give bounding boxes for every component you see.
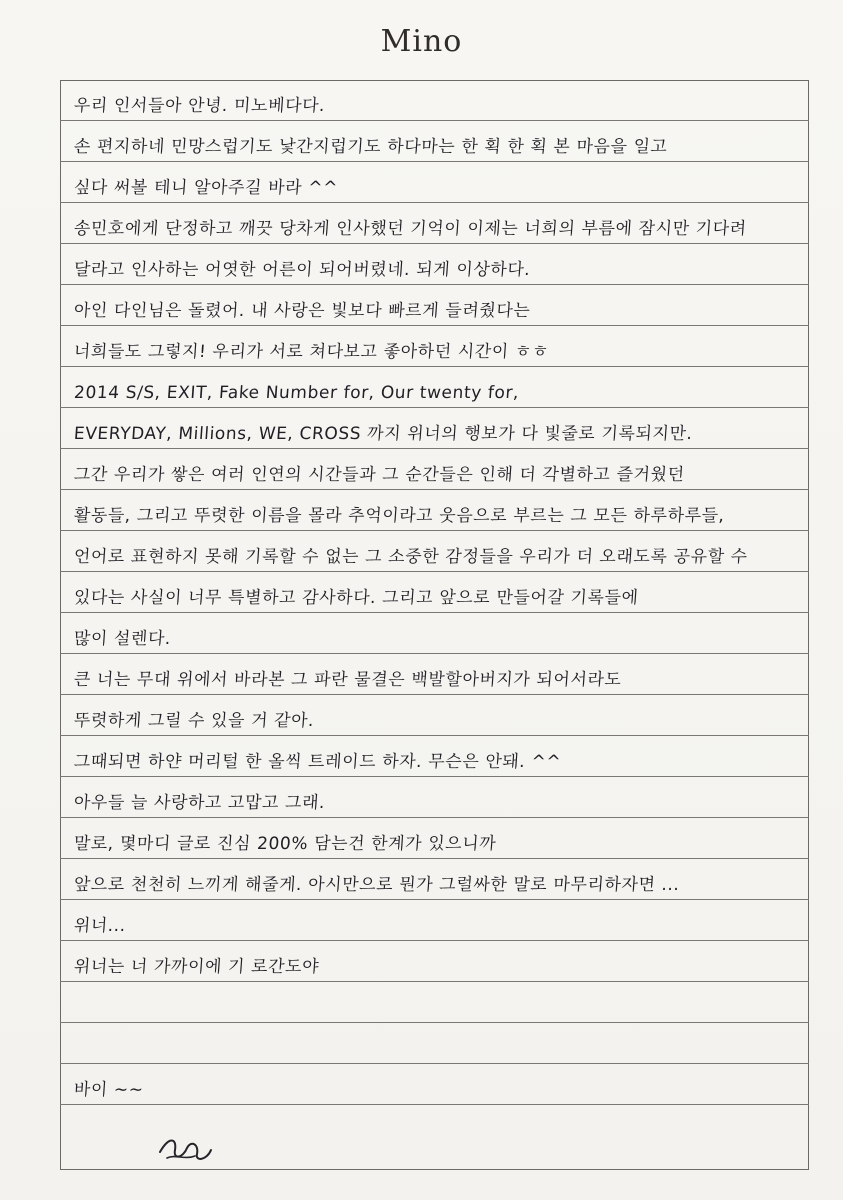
- letter-line: [60, 695, 809, 736]
- signature-icon: [155, 1124, 215, 1169]
- letter-line: [60, 900, 809, 941]
- letter-line: [60, 162, 809, 203]
- letter-line: [60, 736, 809, 777]
- page-title: Mino: [380, 24, 463, 59]
- letter-line-text: 너희들도 그렇지! 우리가 서로 쳐다보고 좋아하던 시간이 ㅎㅎ: [73, 342, 550, 362]
- letter-line-text: 앞으로 천천히 느끼게 해줄게. 아시만으로 뭔가 그럴싸한 말로 마무리하자면 ...: [73, 875, 681, 895]
- letter-line-text: 싶다 써볼 테니 알아주길 바라 ^^: [73, 178, 339, 198]
- letter-line-text: 언어로 표현하지 못해 기록할 수 없는 그 소중한 감정들을 우리가 더 오래도록 공유할 수: [73, 547, 749, 567]
- letter-line: [60, 367, 809, 408]
- letter-line-text: 그간 우리가 쌓은 여러 인연의 시간들과 그 순간들은 인해 더 각별하고 즐거웠던: [73, 465, 686, 485]
- letter-line-text: 우리 인서들아 안녕. 미노베다다.: [73, 96, 326, 116]
- letter-line: [60, 244, 809, 285]
- letter-line: [60, 941, 809, 982]
- letter-line: [60, 1064, 809, 1105]
- letter-line-text: 달라고 인사하는 어엿한 어른이 되어버렸네. 되게 이상하다.: [73, 260, 532, 280]
- letter-line-text: 뚜렷하게 그릴 수 있을 거 같아.: [73, 711, 315, 731]
- letter-line: [60, 982, 809, 1023]
- letter-line-text: 아우들 늘 사랑하고 고맙고 그래.: [73, 793, 326, 813]
- letter-line: [60, 490, 809, 531]
- letter-line: [60, 613, 809, 654]
- letter-line: [60, 777, 809, 818]
- letter-line: [60, 1023, 809, 1064]
- letter-line: [60, 654, 809, 695]
- letter-line: [60, 818, 809, 859]
- letter-line-text: 위너는 너 가까이에 기 로간도야: [73, 957, 320, 977]
- letter-line-text: 2014 S/S, EXIT, Fake Number for, Our twenty for,: [73, 383, 520, 403]
- letter-line-text: 말로, 몇마디 글로 진심 200% 담는건 한계가 있으니까: [73, 834, 497, 854]
- letter-line: [60, 326, 809, 367]
- letter-line-text: 많이 설렌다.: [73, 629, 172, 649]
- letter-line-text: 아인 다인님은 돌렸어. 내 사랑은 빛보다 빠르게 들려줬다는: [73, 301, 532, 321]
- letter-line: [60, 449, 809, 490]
- letter-line-text: 손 편지하네 민망스럽기도 낯간지럽기도 하다마는 한 획 한 획 본 마음을 일고: [73, 137, 669, 157]
- letter-line: [60, 121, 809, 162]
- letter-line: [60, 203, 809, 244]
- letter-line: [60, 859, 809, 900]
- letter-line: [60, 408, 809, 449]
- letter-line-text: 있다는 사실이 너무 특별하고 감사하다. 그리고 앞으로 만들어갈 기록들에: [73, 588, 640, 608]
- letter-line-text: 활동들, 그리고 뚜렷한 이름을 몰라 추억이라고 웃음으로 부르는 그 모든 하루하루들,: [73, 506, 726, 526]
- letter-line-text: 그때되면 하얀 머리털 한 올씩 트레이드 하자. 무슨은 안돼. ^^: [73, 752, 562, 772]
- letter-line-text: EVERYDAY, Millions, WE, CROSS 까지 위너의 행보가 다 빛줄로 기록되지만.: [73, 424, 694, 444]
- letter-line: [60, 572, 809, 613]
- letter-line: [60, 80, 809, 121]
- letter-line: [60, 285, 809, 326]
- letter-line-text: 큰 너는 무대 위에서 바라본 그 파란 물결은 백발할아버지가 되어서라도: [73, 670, 623, 690]
- letter-line-text: 바이 ~~: [73, 1080, 145, 1100]
- letter-line: [60, 531, 809, 572]
- letter-line-text: 위너...: [73, 916, 127, 936]
- letter-line-text: 송민호에게 단정하고 깨끗 당차게 인사했던 기억이 이제는 너희의 부름에 잠시만 기다려: [73, 219, 748, 239]
